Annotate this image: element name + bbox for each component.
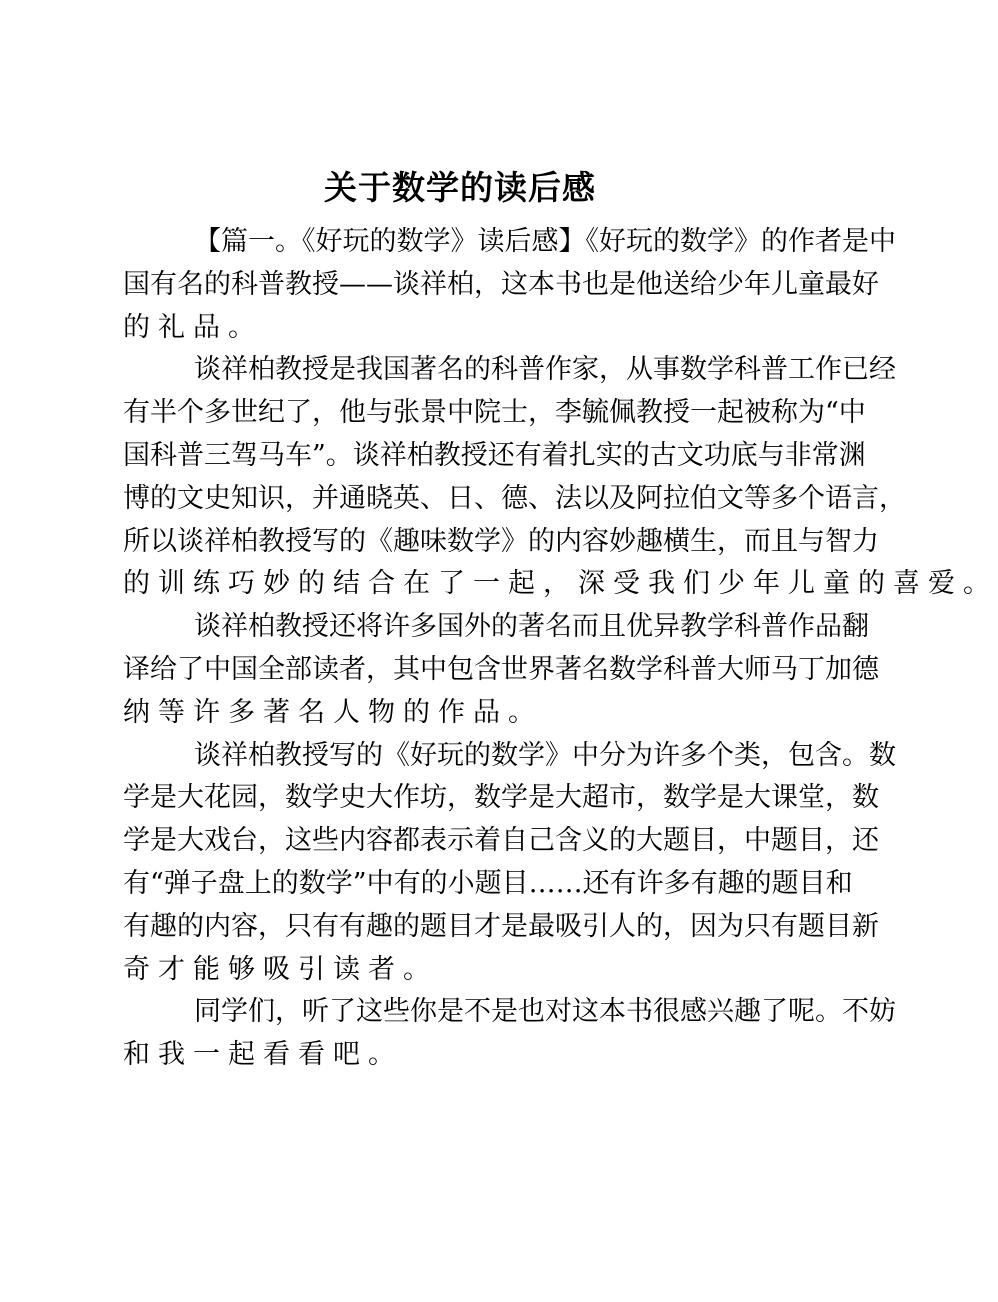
paragraph-line: 博的文史知识，并通晓英、日、德、法以及阿拉伯文等多个语言， [123, 482, 906, 514]
paragraph-line: 有趣的内容，只有有趣的题目才是最吸引人的，因为只有题目新 [123, 910, 879, 942]
paragraph-line: 同学们，听了这些你是不是也对这本书很感兴趣了呢。不妨 [194, 996, 896, 1028]
paragraph [123, 221, 896, 349]
document-body [123, 221, 998, 1077]
paragraph [123, 349, 998, 606]
paragraph-line: 【篇一。《好玩的数学》读后感】《好玩的数学》的作者是中 [194, 226, 896, 257]
paragraph-line: 奇才能够吸引读者。 [123, 953, 438, 985]
paragraph-line: 谈祥柏教授还将许多国外的著名而且优异教学科普作品翻 [194, 611, 869, 643]
paragraph-line: 国有名的科普教授——谈祥柏，这本书也是他送给少年儿童最好 [123, 268, 879, 300]
paragraph-line: 所以谈祥柏教授写的《趣味数学》的内容妙趣横生，而且与智力 [123, 525, 879, 557]
paragraph-line: 纳等许多著名人物的作品。 [123, 696, 543, 728]
paragraph-line: 谈祥柏教授写的《好玩的数学》中分为许多个类，包含。数 [194, 739, 896, 771]
paragraph-line: 的训练巧妙的结合在了一起，深受我们少年儿童的喜爱。 [123, 568, 998, 600]
paragraph-line: 和我一起看看吧。 [123, 1039, 403, 1071]
paragraph-line: 的礼品。 [123, 311, 263, 343]
paragraph-line: 国科普三驾马车”。谈祥柏教授还有着扎实的古文功底与非常渊 [123, 439, 866, 471]
paragraph [123, 606, 879, 734]
paragraph-line: 学是大花园，数学史大作坊，数学是大超市，数学是大课堂，数 [123, 782, 879, 814]
paragraph [123, 991, 896, 1077]
paragraph-line: 谈祥柏教授是我国著名的科普作家，从事数学科普工作已经 [194, 354, 896, 386]
document-title: 关于数学的读后感 [324, 168, 596, 207]
paragraph-line: 有半个多世纪了，他与张景中院士，李毓佩教授一起被称为“中 [123, 397, 866, 429]
paragraph-line: 有“弹子盘上的数学”中有的小题目……还有许多有趣的题目和 [123, 867, 853, 899]
paragraph-line: 学是大戏台，这些内容都表示着自己含义的大题目，中题目，还 [123, 825, 879, 857]
paragraph [123, 735, 896, 992]
paragraph-line: 译给了中国全部读者，其中包含世界著名数学科普大师马丁加德 [123, 653, 879, 685]
